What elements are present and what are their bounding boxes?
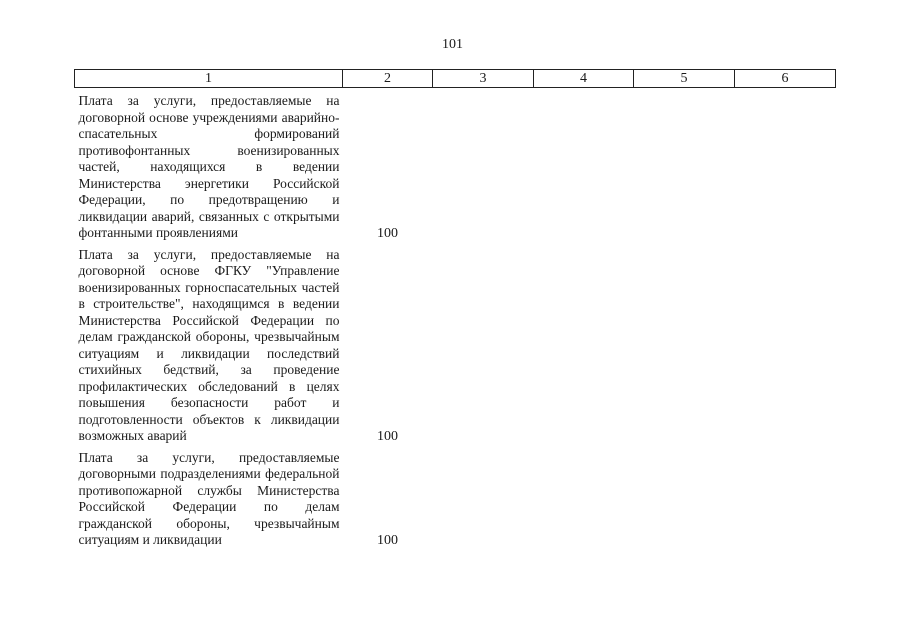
row-value: 100	[377, 428, 398, 444]
table-row	[75, 445, 836, 549]
row-value: 100	[377, 532, 398, 548]
row-description: Плата за услуги, предоставляемые на договорной основе учреждениями аварийно-спасательных формирований противофонтанных военизированных частей, находящихся в ведении Министерства энергетики Российской Федерации, по предотвращению и ликвидации аварий, связанных с открытыми фонтанными проявлениями	[78, 93, 340, 240]
column-header-2: 2	[343, 70, 433, 88]
table-row	[75, 242, 836, 445]
page-number: 101	[442, 37, 463, 52]
row-description: Плата за услуги, предоставляемые договорными подразделениями федеральной противопожарной службы Министерства Российской Федерации по делам гражданской обороны, чрезвычайным ситуациям и ликвидации	[78, 449, 340, 547]
row-description: Плата за услуги, предоставляемые на договорной основе ФГКУ "Управление военизированных горноспасательных частей в строительстве", находящимся в ведении Министерства Российской Федерации по делам гражданской обороны, чрезвычайным ситуациям и ликвидации последствий стихийных бедствий, за проведение профилактических обследований в целях повышения безопасности работ и подготовленности объектов к ликвидации возможных аварий	[78, 246, 340, 443]
column-header-3: 3	[433, 70, 534, 88]
table-row	[75, 88, 836, 242]
document-table	[74, 69, 836, 549]
column-header-6: 6	[735, 70, 836, 88]
table-header-row	[75, 70, 836, 88]
column-header-4: 4	[534, 70, 634, 88]
row-value: 100	[377, 225, 398, 241]
column-header-1: 1	[75, 70, 343, 88]
column-header-5: 5	[634, 70, 735, 88]
